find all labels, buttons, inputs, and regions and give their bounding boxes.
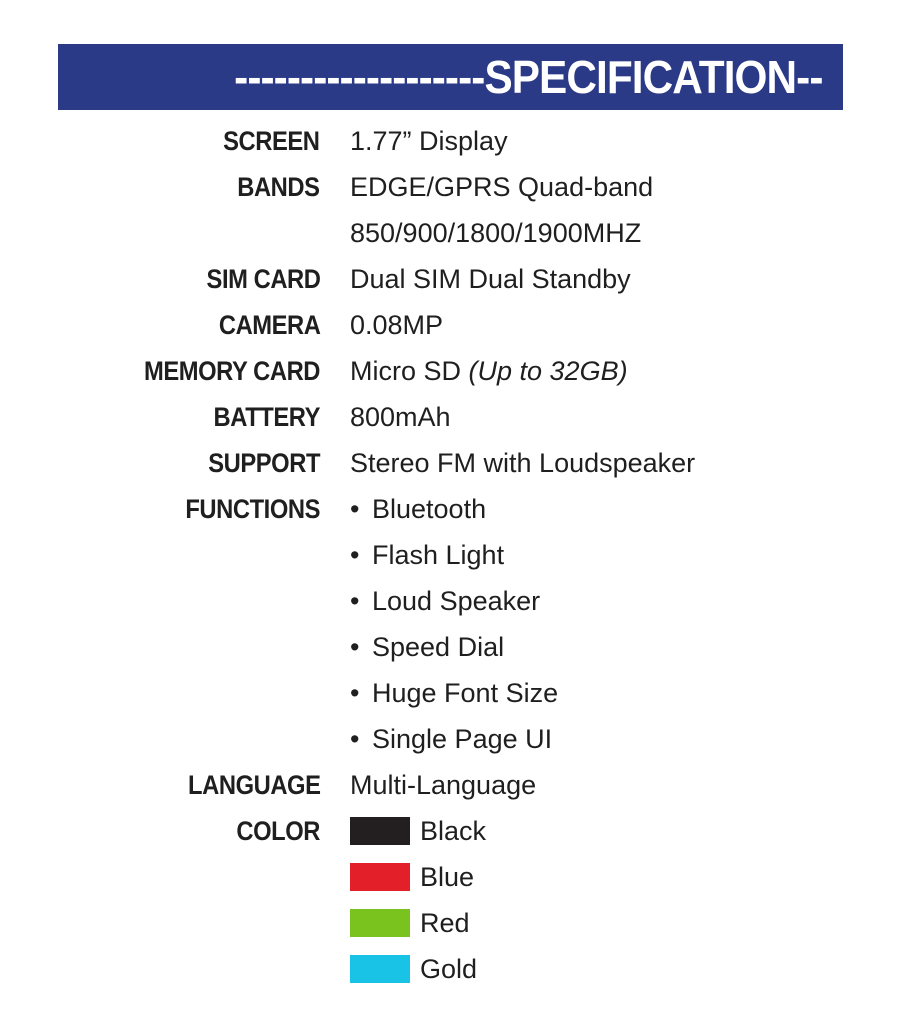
bullet-icon: •	[350, 632, 360, 662]
bullet-icon: •	[350, 724, 360, 754]
spec-label: BANDS	[237, 172, 320, 202]
spec-label: SUPPORT	[208, 448, 320, 478]
spec-value: 800mAh	[350, 402, 451, 432]
function-item: • Flash Light	[350, 532, 899, 578]
spec-table	[0, 118, 899, 992]
spec-row-bands	[0, 164, 899, 256]
color-name: Gold	[420, 954, 478, 984]
color-name: Blue	[420, 862, 475, 892]
spec-row-memory-card	[0, 348, 899, 394]
spec-row-functions	[0, 486, 899, 762]
color-swatch	[350, 863, 410, 891]
memory-card-capacity: (Up to 32GB)	[468, 356, 628, 386]
color-option	[350, 946, 899, 992]
bullet-icon: •	[350, 540, 360, 570]
spec-value: 850/900/1800/1900MHZ	[350, 218, 642, 248]
spec-label: LANGUAGE	[187, 770, 320, 800]
spec-row-language	[0, 762, 899, 808]
memory-card-type: Micro SD	[350, 356, 469, 386]
bullet-icon: •	[350, 586, 360, 616]
spec-value	[350, 348, 899, 394]
color-swatch	[350, 909, 410, 937]
spec-value: Multi-Language	[350, 770, 537, 800]
function-item: • Single Page UI	[350, 716, 899, 762]
color-name: Black	[420, 816, 487, 846]
spec-row-support	[0, 440, 899, 486]
bullet-icon: •	[350, 494, 360, 524]
function-item: • Speed Dial	[350, 624, 899, 670]
spec-row-color	[0, 808, 899, 992]
specification-banner	[58, 44, 843, 110]
spec-label: COLOR	[236, 816, 320, 846]
color-name: Red	[420, 908, 470, 938]
spec-row-screen	[0, 118, 899, 164]
function-item: • Bluetooth	[350, 486, 899, 532]
spec-value: EDGE/GPRS Quad-band	[350, 172, 654, 202]
spec-value: Dual SIM Dual Standby	[350, 264, 631, 294]
color-option	[350, 900, 899, 946]
spec-value: Stereo FM with Loudspeaker	[350, 448, 696, 478]
spec-label: BATTERY	[213, 402, 320, 432]
color-option	[350, 854, 899, 900]
spec-row-camera	[0, 302, 899, 348]
spec-value: 1.77” Display	[350, 126, 508, 156]
spec-row-battery	[0, 394, 899, 440]
spec-label: FUNCTIONS	[185, 494, 320, 524]
color-swatch	[350, 955, 410, 983]
function-item: • Huge Font Size	[350, 670, 899, 716]
spec-row-sim-card	[0, 256, 899, 302]
spec-label: MEMORY CARD	[143, 356, 320, 386]
banner-title: -------------------SPECIFICATION--	[234, 51, 823, 103]
color-option	[350, 808, 899, 854]
spec-label: SCREEN	[223, 126, 320, 156]
bullet-icon: •	[350, 678, 360, 708]
spec-label: SIM CARD	[206, 264, 320, 294]
color-swatch	[350, 817, 410, 845]
spec-label: CAMERA	[218, 310, 320, 340]
function-item: • Loud Speaker	[350, 578, 899, 624]
spec-value: 0.08MP	[350, 310, 444, 340]
